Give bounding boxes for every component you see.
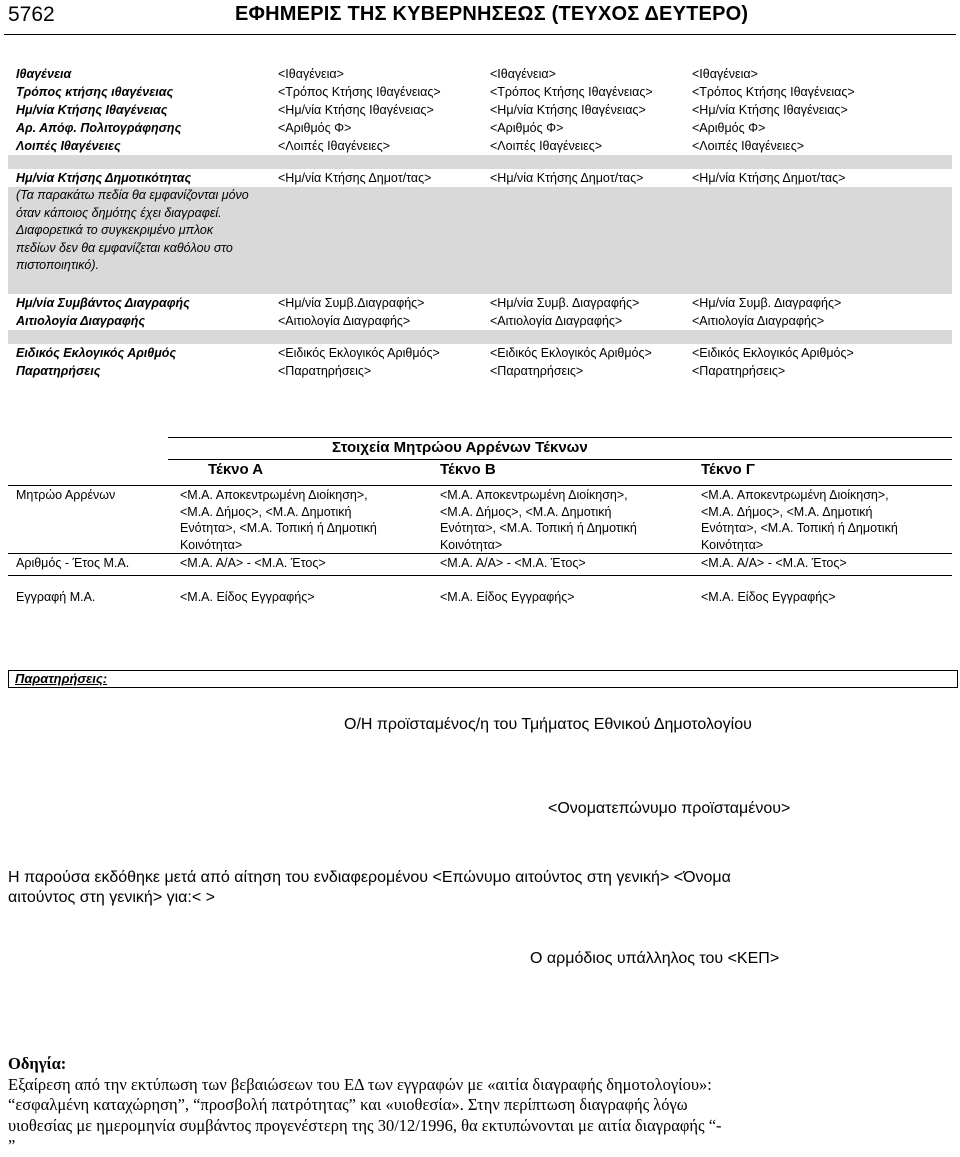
registration-label: Εγγραφή Μ.Α. (16, 590, 96, 604)
child-b-header: Τέκνο Β (440, 461, 496, 478)
instruction-line: υιοθεσίας με ημερομηνία συμβάντος προγενέστερη της 30/12/1996, θα εκτυπώνονται με αιτία διαγραφής “- (8, 1115, 722, 1135)
issued-statement-line-1: Η παρούσα εκδόθηκε μετά από αίτηση του ενδιαφερομένου <Επώνυμο αιτούντος στη γενική> <Όνομα (8, 869, 731, 886)
head-of-department-role: Ο/Η προϊσταμένος/η του Τμήματος Εθνικού Δημοτολογίου (344, 716, 752, 733)
child-a-header: Τέκνο Α (208, 461, 264, 478)
electoral-number-row: Ειδικός Εκλογικός Αριθμός <Ειδικός Εκλογικός Αριθμός> <Ειδικός Εκλογικός Αριθμός> <Ειδικός Εκλογικός Αριθμός> (16, 346, 854, 360)
instruction-line: Εξαίρεση από την εκτύπωση των βεβαιώσεων του ΕΔ των εγγραφών με «αιτία διαγραφής δημοτολογίου»: (8, 1074, 712, 1094)
registry-cell-b: <Μ.Α. Αποκεντρωμένη Διοίκηση>, <Μ.Α. Δήμος>, <Μ.Α. Δημοτική Ενότητα>, <Μ.Α. Τοπική ή Δημοτική Κοινότητα> (440, 488, 637, 552)
registration-a: <Μ.Α. Είδος Εγγραφής> (180, 590, 315, 604)
number-year-b: <Μ.Α. Α/Α> - <Μ.Α. Έτος> (440, 556, 586, 570)
table-rule (8, 575, 952, 576)
table-rule (8, 553, 952, 554)
conditional-note: (Τα παρακάτω πεδία θα εμφανίζονται μόνο όταν κάποιος δημότης έχει διαγραφεί. Διαφορετικά το συγκεκριμένο μπλοκ πεδίων δεν θα εμφανίζεται καθόλου στο πιστοποιητικό). (16, 188, 249, 273)
table-rule (8, 485, 952, 486)
number-year-a: <Μ.Α. Α/Α> - <Μ.Α. Έτος> (180, 556, 326, 570)
registry-cell-c: <Μ.Α. Αποκεντρωμένη Διοίκηση>, <Μ.Α. Δήμος>, <Μ.Α. Δημοτική Ενότητα>, <Μ.Α. Τοπική ή Δημοτική Κοινότητα> (701, 488, 898, 552)
instruction-block (8, 1054, 952, 1157)
separator-band (8, 155, 952, 169)
remarks-row: Παρατηρήσεις <Παρατηρήσεις> <Παρατηρήσεις> <Παρατηρήσεις> (16, 364, 786, 378)
head-of-department-name: <Ονοματεπώνυμο προϊσταμένου> (548, 800, 791, 817)
deletion-reason-row: Αιτιολογία Διαγραφής <Αιτιολογία Διαγραφής> <Αιτιολογία Διαγραφής> <Αιτιολογία Διαγραφής> (16, 314, 825, 328)
municipality-date-row: Ημ/νία Κτήσης Δημοτικότητας <Ημ/νία Κτήσης Δημοτ/τας> <Ημ/νία Κτήσης Δημοτ/τας> <Ημ/νία Κτήσης Δημοτ/τας> (16, 171, 846, 185)
instruction-line: “εσφαλμένη καταχώρηση”, “προσβολή πατρότητας” και «υιοθεσία». Στην περίπτωση διαγραφής λόγω (8, 1095, 688, 1114)
naturalization-number-row: Αρ. Απόφ. Πολιτογράφησης <Αριθμός Φ> <Αριθμός Φ> <Αριθμός Φ> (16, 121, 766, 135)
remarks-label: Παρατηρήσεις: (15, 671, 108, 686)
conditional-note-band (8, 187, 952, 294)
table-rule (168, 459, 952, 460)
table-rule (168, 437, 952, 438)
issued-statement-line-2: αιτούντος στη γενική> για:< > (8, 889, 215, 906)
registry-label: Μητρώο Αρρένων (16, 488, 116, 502)
remarks-field (8, 670, 958, 688)
registry-title: Στοιχεία Μητρώου Αρρένων Τέκνων (332, 439, 588, 456)
other-citizenships-row: Λοιπές Ιθαγένειες <Λοιπές Ιθαγένειες> <Λοιπές Ιθαγένειες> <Λοιπές Ιθαγένειες> (16, 139, 805, 153)
citizenship-date-row: Ημ/νία Κτήσης Ιθαγένειας <Ημ/νία Κτήσης Ιθαγένειας> <Ημ/νία Κτήσης Ιθαγένειας> <Ημ/νία Κτήσης Ιθαγένειας> (16, 103, 848, 117)
gazette-title: ΕΦΗΜΕΡΙΣ ΤΗΣ ΚΥΒΕΡΝΗΣΕΩΣ (ΤΕΥΧΟΣ ΔΕΥΤΕΡΟ) (235, 3, 749, 25)
number-year-c: <Μ.Α. Α/Α> - <Μ.Α. Έτος> (701, 556, 847, 570)
deletion-date-row: Ημ/νία Συμβάντος Διαγραφής <Ημ/νία Συμβ.Διαγραφής> <Ημ/νία Συμβ. Διαγραφής> <Ημ/νία Συμβ. Διαγραφής> (16, 296, 842, 310)
instruction-line: ” (8, 1136, 16, 1155)
responsible-official: Ο αρμόδιος υπάλληλος του <ΚΕΠ> (530, 950, 780, 967)
page-header (4, 0, 956, 35)
child-c-header: Τέκνο Γ (701, 461, 755, 478)
instruction-heading: Οδηγία: (8, 1054, 67, 1073)
number-year-label: Αριθμός - Έτος Μ.Α. (16, 556, 130, 570)
page-number: 5762 (8, 3, 55, 26)
personal-data-block (8, 65, 952, 380)
citizenship-row: Ιθαγένεια <Ιθαγένεια> <Ιθαγένεια> <Ιθαγένεια> (16, 67, 758, 81)
registration-c: <Μ.Α. Είδος Εγγραφής> (701, 590, 836, 604)
separator-band (8, 330, 952, 344)
registry-cell-a: <Μ.Α. Αποκεντρωμένη Διοίκηση>, <Μ.Α. Δήμος>, <Μ.Α. Δημοτική Ενότητα>, <Μ.Α. Τοπική ή Δημοτική Κοινότητα> (180, 488, 377, 552)
citizenship-method-row: Τρόπος κτήσης ιθαγένειας <Τρόπος Κτήσης Ιθαγένειας> <Τρόπος Κτήσης Ιθαγένειας> <Τρόπος Κτήσης Ιθαγένειας> (16, 85, 855, 99)
registration-b: <Μ.Α. Είδος Εγγραφής> (440, 590, 575, 604)
